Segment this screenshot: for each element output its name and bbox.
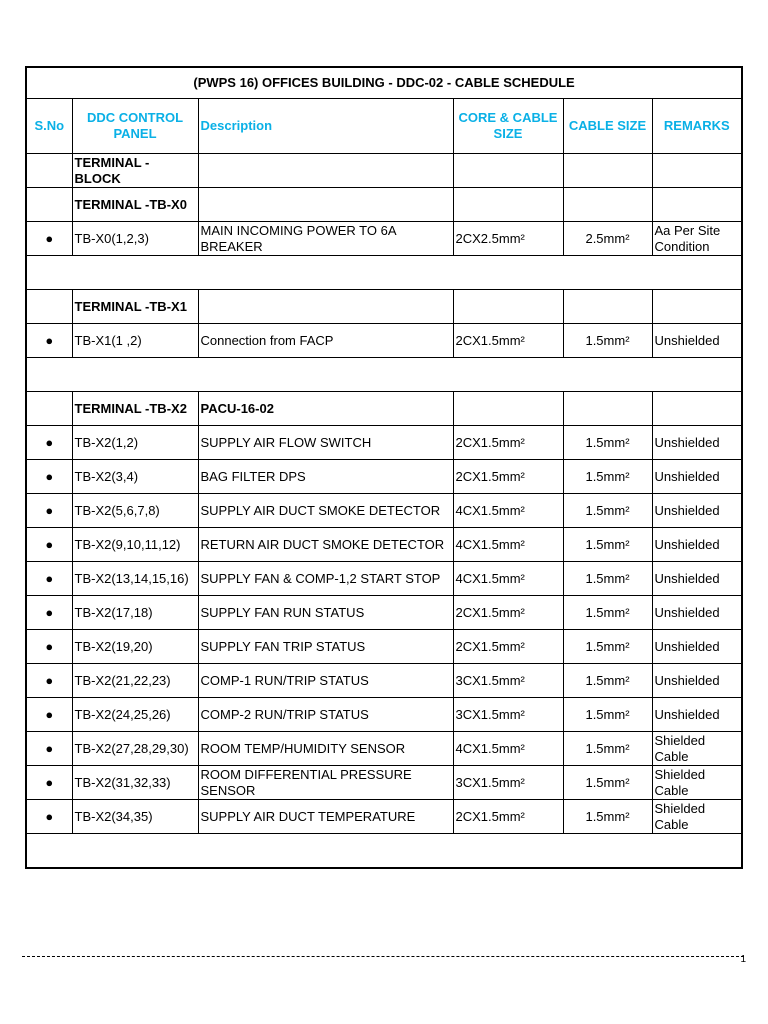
cable-size-cell: 1.5mm²	[563, 596, 652, 630]
cable-size-cell: 1.5mm²	[563, 630, 652, 664]
table-row	[26, 766, 742, 800]
spacer-row	[26, 256, 742, 290]
remarks-cell: Unshielded	[652, 528, 742, 562]
remarks-cell: Unshielded	[652, 494, 742, 528]
remarks-cell	[652, 154, 742, 188]
section-row	[26, 290, 742, 324]
remarks-cell: Unshielded	[652, 596, 742, 630]
description-cell: ROOM TEMP/HUMIDITY SENSOR	[198, 732, 453, 766]
bullet-icon: ●	[26, 222, 72, 256]
title-row	[26, 67, 742, 99]
remarks-cell: Shielded Cable	[652, 800, 742, 834]
cable-size-cell: 1.5mm²	[563, 426, 652, 460]
terminal-cell: TB-X2(3,4)	[72, 460, 198, 494]
spacer-row	[26, 358, 742, 392]
cable-size-cell: 2.5mm²	[563, 222, 652, 256]
core-size-cell: 2CX1.5mm²	[453, 426, 563, 460]
core-size-cell: 4CX1.5mm²	[453, 528, 563, 562]
core-size-cell: 2CX1.5mm²	[453, 596, 563, 630]
header-core-size: CORE & CABLE SIZE	[453, 99, 563, 154]
cable-size-cell	[563, 154, 652, 188]
footer-divider	[22, 956, 744, 957]
header-row	[26, 99, 742, 154]
terminal-cell: TB-X2(5,6,7,8)	[72, 494, 198, 528]
description-cell: SUPPLY FAN & COMP-1,2 START STOP	[198, 562, 453, 596]
terminal-cell: TB-X2(34,35)	[72, 800, 198, 834]
bullet-icon: ●	[26, 562, 72, 596]
core-size-cell: 4CX1.5mm²	[453, 562, 563, 596]
cable-size-cell	[563, 392, 652, 426]
cable-size-cell: 1.5mm²	[563, 460, 652, 494]
remarks-cell: Unshielded	[652, 664, 742, 698]
section-label: TERMINAL -TB-X1	[72, 290, 198, 324]
section-description	[198, 290, 453, 324]
bullet-icon: ●	[26, 732, 72, 766]
core-size-cell: 4CX1.5mm²	[453, 494, 563, 528]
cable-size-cell	[563, 188, 652, 222]
table-row	[26, 596, 742, 630]
section-row	[26, 392, 742, 426]
cable-size-cell	[563, 290, 652, 324]
terminal-cell: TB-X2(27,28,29,30)	[72, 732, 198, 766]
table-row	[26, 426, 742, 460]
description-cell: SUPPLY FAN TRIP STATUS	[198, 630, 453, 664]
bullet-icon: ●	[26, 494, 72, 528]
description-cell: SUPPLY AIR DUCT SMOKE DETECTOR	[198, 494, 453, 528]
description-cell: BAG FILTER DPS	[198, 460, 453, 494]
bullet-icon: ●	[26, 460, 72, 494]
table-row	[26, 800, 742, 834]
table-row	[26, 460, 742, 494]
section-label: TERMINAL -TB-X2	[72, 392, 198, 426]
description-cell: COMP-2 RUN/TRIP STATUS	[198, 698, 453, 732]
terminal-cell: TB-X1(1 ,2)	[72, 324, 198, 358]
core-size-cell: 2CX1.5mm²	[453, 630, 563, 664]
core-size-cell	[453, 188, 563, 222]
header-remarks: REMARKS	[652, 99, 742, 154]
terminal-cell: TB-X2(17,18)	[72, 596, 198, 630]
table-row	[26, 664, 742, 698]
spacer-cell	[26, 358, 742, 392]
bullet-icon: ●	[26, 664, 72, 698]
cable-size-cell: 1.5mm²	[563, 562, 652, 596]
bullet-icon: ●	[26, 596, 72, 630]
section-row	[26, 188, 742, 222]
remarks-cell	[652, 290, 742, 324]
spacer-row	[26, 834, 742, 869]
remarks-cell: Shielded Cable	[652, 732, 742, 766]
remarks-cell: Shielded Cable	[652, 766, 742, 800]
section-description	[198, 154, 453, 188]
remarks-cell	[652, 392, 742, 426]
remarks-cell: Unshielded	[652, 324, 742, 358]
section-label: TERMINAL -TB-X0	[72, 188, 198, 222]
sno-cell	[26, 290, 72, 324]
table-row	[26, 222, 742, 256]
cable-size-cell: 1.5mm²	[563, 528, 652, 562]
cable-size-cell: 1.5mm²	[563, 324, 652, 358]
core-size-cell: 2CX1.5mm²	[453, 800, 563, 834]
header-description: Description	[198, 99, 453, 154]
schedule-title: (PWPS 16) OFFICES BUILDING - DDC-02 - CABLE SCHEDULE	[26, 67, 742, 99]
core-size-cell: 3CX1.5mm²	[453, 766, 563, 800]
core-size-cell: 2CX1.5mm²	[453, 324, 563, 358]
cable-size-cell: 1.5mm²	[563, 698, 652, 732]
description-cell: RETURN AIR DUCT SMOKE DETECTOR	[198, 528, 453, 562]
section-description: PACU-16-02	[198, 392, 453, 426]
core-size-cell: 3CX1.5mm²	[453, 698, 563, 732]
terminal-cell: TB-X2(1,2)	[72, 426, 198, 460]
core-size-cell	[453, 392, 563, 426]
remarks-cell: Unshielded	[652, 460, 742, 494]
description-cell: ROOM DIFFERENTIAL PRESSURE SENSOR	[198, 766, 453, 800]
table-row	[26, 528, 742, 562]
bullet-icon: ●	[26, 324, 72, 358]
sno-cell	[26, 188, 72, 222]
core-size-cell: 2CX2.5mm²	[453, 222, 563, 256]
header-panel: DDC CONTROL PANEL	[72, 99, 198, 154]
remarks-cell	[652, 188, 742, 222]
description-cell: COMP-1 RUN/TRIP STATUS	[198, 664, 453, 698]
description-cell: Connection from FACP	[198, 324, 453, 358]
cable-size-cell: 1.5mm²	[563, 800, 652, 834]
terminal-cell: TB-X2(24,25,26)	[72, 698, 198, 732]
remarks-cell: Unshielded	[652, 562, 742, 596]
sno-cell	[26, 154, 72, 188]
description-cell: SUPPLY FAN RUN STATUS	[198, 596, 453, 630]
bullet-icon: ●	[26, 630, 72, 664]
cable-size-cell: 1.5mm²	[563, 766, 652, 800]
core-size-cell: 3CX1.5mm²	[453, 664, 563, 698]
page-number: 1	[740, 954, 746, 965]
cable-size-cell: 1.5mm²	[563, 494, 652, 528]
core-size-cell	[453, 290, 563, 324]
table-row	[26, 630, 742, 664]
core-size-cell: 4CX1.5mm²	[453, 732, 563, 766]
remarks-cell: Unshielded	[652, 698, 742, 732]
remarks-cell: Aa Per Site Condition	[652, 222, 742, 256]
section-description	[198, 188, 453, 222]
description-cell: MAIN INCOMING POWER TO 6A BREAKER	[198, 222, 453, 256]
terminal-cell: TB-X0(1,2,3)	[72, 222, 198, 256]
spacer-cell	[26, 834, 742, 869]
spacer-cell	[26, 256, 742, 290]
section-row	[26, 154, 742, 188]
header-sno: S.No	[26, 99, 72, 154]
table-row	[26, 494, 742, 528]
remarks-cell: Unshielded	[652, 426, 742, 460]
description-cell: SUPPLY AIR FLOW SWITCH	[198, 426, 453, 460]
bullet-icon: ●	[26, 766, 72, 800]
cable-size-cell: 1.5mm²	[563, 664, 652, 698]
table-row	[26, 732, 742, 766]
core-size-cell: 2CX1.5mm²	[453, 460, 563, 494]
terminal-cell: TB-X2(31,32,33)	[72, 766, 198, 800]
table-row	[26, 562, 742, 596]
core-size-cell	[453, 154, 563, 188]
cable-size-cell: 1.5mm²	[563, 732, 652, 766]
sno-cell	[26, 392, 72, 426]
terminal-cell: TB-X2(19,20)	[72, 630, 198, 664]
bullet-icon: ●	[26, 698, 72, 732]
section-label: TERMINAL - BLOCK	[72, 154, 198, 188]
cable-schedule-table	[25, 66, 743, 869]
description-cell: SUPPLY AIR DUCT TEMPERATURE	[198, 800, 453, 834]
remarks-cell: Unshielded	[652, 630, 742, 664]
bullet-icon: ●	[26, 426, 72, 460]
bullet-icon: ●	[26, 528, 72, 562]
terminal-cell: TB-X2(21,22,23)	[72, 664, 198, 698]
terminal-cell: TB-X2(13,14,15,16)	[72, 562, 198, 596]
table-row	[26, 698, 742, 732]
bullet-icon: ●	[26, 800, 72, 834]
terminal-cell: TB-X2(9,10,11,12)	[72, 528, 198, 562]
table-row	[26, 324, 742, 358]
header-cable-size: CABLE SIZE	[563, 99, 652, 154]
